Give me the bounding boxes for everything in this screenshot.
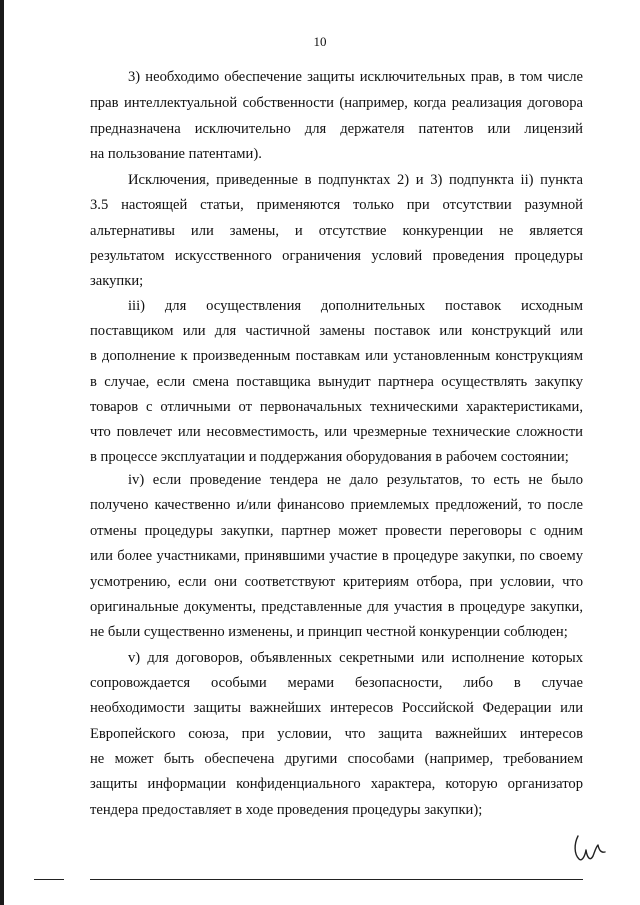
text-line: v) для договоров, объявленных секретными или исполнение которых [128, 650, 583, 666]
text-line: отмены процедуры закупки, партнер может провести переговоры с одним [90, 523, 583, 539]
text-line: оригинальные документы, представленные для участия в процедуре закупки, [90, 599, 583, 615]
text-line: необходимости защиты важнейших интересов Российской Федерации или [90, 700, 583, 716]
text-line: закупки; [90, 273, 144, 289]
text-line: предназначена исключительно для держателя патентов или лицензий [90, 121, 583, 137]
text-line: Исключения, приведенные в подпунктах 2) и 3) подпункта ii) пункта [128, 172, 583, 188]
text-line: товаров с отличными от первоначальных техническими характеристиками, [90, 399, 583, 415]
page-number: 10 [313, 34, 327, 49]
text-line: результатом искусственного ограничения условий проведения процедуры [90, 248, 583, 264]
text-line: на пользование патентами). [90, 146, 262, 162]
text-line: в процессе эксплуатации и поддержания оборудования в рабочем состоянии; [90, 449, 569, 465]
handwritten-initials [572, 832, 608, 871]
text-line: усмотрению, если они соответствуют критериям отбора, при условии, что [90, 574, 583, 590]
text-line: iii) для осуществления дополнительных поставок исходным [128, 298, 583, 314]
scan-left-edge [0, 0, 4, 905]
text-line: защиты информации конфиденциального характера, которую организатор [90, 776, 583, 792]
text-line: 3.5 настоящей статьи, применяются только при отсутствии разумной [90, 197, 583, 213]
text-line: не может быть обеспечена другими способами (например, требованием [90, 751, 583, 767]
text-line: что повлечет или несовместимость, или чрезмерные технические сложности [90, 424, 583, 440]
footer-rule-left [34, 879, 64, 880]
text-line: iv) если проведение тендера не дало результатов, то есть не было [128, 472, 583, 488]
text-line: или более участниками, принявшими участие в процедуре закупки, по своему [90, 548, 583, 564]
text-line: сопровождается особыми мерами безопасности, либо в случае [90, 675, 583, 691]
footer-rule [90, 879, 583, 880]
text-line: не были существенно изменены, и принцип честной конкуренции соблюден; [90, 624, 568, 640]
text-line: в случае, если смена поставщика вынудит партнера осуществлять закупку [90, 374, 583, 390]
text-line: в дополнение к произведенным поставкам или установленным конструкциям [90, 348, 583, 364]
text-line: поставщиком или для частичной замены поставок или конструкций или [90, 323, 583, 339]
text-line: Европейского союза, при условии, что защита важнейших интересов [90, 726, 583, 742]
text-line: тендера предоставляет в ходе проведения процедуры закупки); [90, 802, 483, 818]
text-line: 3) необходимо обеспечение защиты исключительных прав, в том числе [128, 69, 583, 85]
text-line: прав интеллектуальной собственности (например, когда реализация договора [90, 95, 583, 111]
text-line: получено качественно и/или финансово приемлемых предложений, то после [90, 497, 583, 513]
text-line: альтернативы или замены, и отсутствие конкуренции не является [90, 223, 583, 239]
